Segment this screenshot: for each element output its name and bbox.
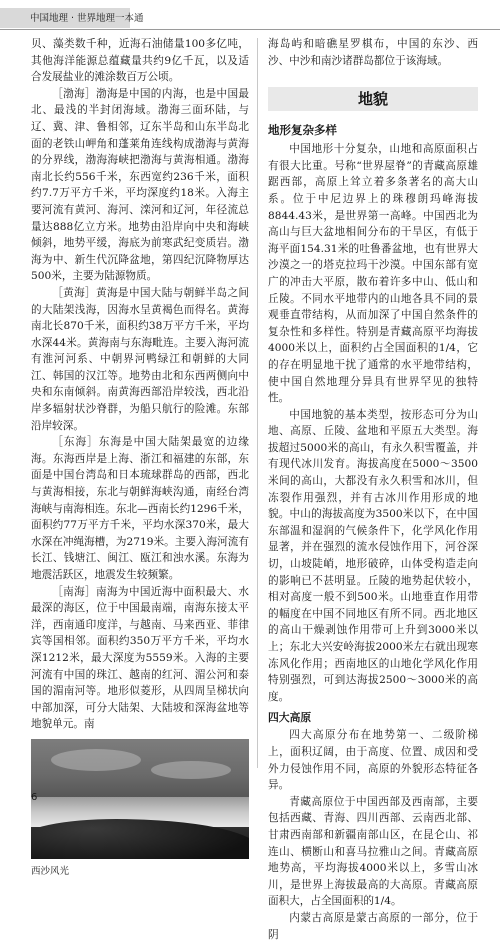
continuation-paragraph: 海岛屿和暗礁星罗棋布，中国的东沙、西沙、中沙和南沙诸群岛都位于该海域。 — [268, 38, 478, 67]
left-column — [31, 36, 249, 881]
column-divider — [257, 38, 258, 768]
subhead-terrain: 地形复杂多样 — [268, 123, 337, 138]
terrain-paragraph-1: 中国地形十分复杂，山地和高原面积占有很大比重。号称“世界屋脊”的青藏高原雄踞西部，高原上耸立着多条著名的高大山系。位于中尼边界上的珠穆朗玛峰海拔8844.43米，是世界第一高峰。中国西北为高山与巨大盆地相间分布的干旱区，有低于海平面154.31米的吐鲁番盆地，也有世界大沙漠之一的塔克拉玛干沙漠。中国东部有宽广的冲击大平原，散布着许多中山、低山和丘陵。不同水平地带内的山地各具不同的景观垂直带结构，从而加深了中国自然条件的复杂性和多样性。特别是青藏高原平均海拔4000米以上，面积约占全国面积的1/4，它的存在明显地干扰了通常的水平地带结构，使中国自然地理分异具有世界罕见的独特性。 — [268, 143, 478, 405]
huanghai-tag: ［黄海］ — [52, 286, 97, 299]
plateau-paragraph-2: 青藏高原位于中国西部及西南部，主要包括西藏、青海、四川西部、云南西北部、甘肃西南部和新疆南部山区，在昆仑山、祁连山、横断山和喜马拉雅山之间。青藏高原地势高，平均海拔4000米以上，多雪山冰川，是世界上海拔最高的大高原。青藏高原面积大，占全国面积的1/4。 — [268, 795, 478, 908]
bohai-tag: ［渤海］ — [52, 87, 97, 100]
running-header — [0, 0, 500, 30]
subhead-plateaus: 四大高原 — [268, 711, 312, 725]
huanghai-text: 黄海是中国大陆与朝鲜半岛之间的大陆架浅海，因海水呈黄褐色而得名。黄海南北长870千米，面积约38万平方千米，平均水深44米。黄海南与东海毗连。主要入海河流有淮河河系、中朝界河鸭绿江和朝鲜的大同江、韩国的汉江等。地势由北和东西两侧向中央和东南倾斜。南黄海西部沿岸较浅，西北沿岸多辐射状沙脊群，为船只航行的险滩。东部沿岸较深。 — [31, 286, 250, 432]
plateau-paragraph-1: 四大高原分布在地势第一、二级阶梯上，面积辽阔，由于高度、位置、成因和受外力侵蚀作用不同，高原的外貌形态特征各异。 — [268, 729, 478, 792]
photo-cloud — [51, 749, 141, 771]
running-title: 中国地理 · 世界地理一本通 — [30, 13, 144, 24]
nanhai-text: 南海为中国近海中面积最大、水最深的海区，位于中国最南端，南海东接太平洋，西南通印度洋，与越南、马来西亚、菲律宾等国相邻。面积约350万平方千米，平均水深1212米，最大深度为5559米。入海的主要河流有中国的珠江、越南的红河、湄公河和泰国的湄南河等。地形似菱形，从四周呈梯状向中部加深，可分大陆架、大陆坡和深海盆地等地貌单元。南 — [31, 585, 250, 731]
huanghai-paragraph — [31, 285, 249, 434]
page-number: 6 — [31, 792, 38, 803]
photo-caption: 西沙风光 — [31, 865, 70, 877]
right-column — [268, 36, 478, 943]
photo-cloud — [151, 761, 231, 779]
donghai-tag: ［东海］ — [52, 436, 99, 449]
xisha-photo — [31, 739, 249, 859]
terrain-paragraph-2: 中国地貌的基本类型，按形态可分为山地、高原、丘陵、盆地和平原五大类型。海拔超过5000米的高山，有永久积雪覆盖，并有现代冰川发育。海拔高度在5000～3500米间的高山，大都没有永久积雪和冰川，但冻裂作用强烈，并有古冰川作用形成的地貌。中山的海拔高度为3500米以下，在中国东部温和湿润的气候条件下，化学风化作用显著，并在强烈的流水侵蚀作用下，河谷深切，山坡陡峭，地形破碎，山体受构造走向的影响已不甚明显。丘陵的地势起伏较小，相对高度一般不到500米。山地垂直作用带的幅度在中国不同地区有所不同。西北地区的高山干燥剥蚀作用带可上升到3000米以上；东北大兴安岭海拔2000米左右就出现寒冻风化作用；西南地区的山地化学风化作用特别强烈，可到达海拔2500～3000米的高度。 — [268, 408, 478, 703]
nanhai-paragraph — [31, 584, 249, 733]
bohai-paragraph — [31, 86, 249, 285]
header-rule — [0, 29, 500, 30]
plateau-paragraph-3: 内蒙古高原是蒙古高原的一部分，位于阴 — [268, 911, 478, 941]
nanhai-tag: ［南海］ — [52, 585, 97, 598]
intro-paragraph: 贝、藻类数千种，近海石油储量100多亿吨，其他海洋能源总蕴藏量共约9亿千瓦，以及适合发展盐业的滩涂数百万公顷。 — [31, 38, 249, 84]
donghai-paragraph — [31, 434, 249, 583]
donghai-text: 东海是中国大陆架最宽的边缘海。东海西岸是上海、浙江和福建的东部，东面是中国台湾岛和日本琉球群岛的西部，西北与黄海相接，东北与朝鲜海峡沟通，南经台湾海峡与南海相连。东北—西南长约1296千米，面积约77万平方千米，平均水深370米，最大水深在冲绳海槽，为2719米。主要入海河流有长江、钱塘江、闽江、瓯江和浊水溪。东海为地震活跃区，地震发生较频繁。 — [31, 436, 250, 581]
bohai-text: 渤海是中国的内海，也是中国最北、最浅的半封闭海域。渤海三面环陆，与辽、冀、津、鲁相邻，辽东半岛和山东半岛北面的老铁山岬角和蓬莱角连线构成渤海与黄海的分界线，渤海海峡把渤海与黄海相通。渤海南北长约556千米，东西宽约236千米，面积约7.7万平方千米，平均深度约18米。入海主要河流有黄河、海河、滦河和辽河，年径流总量达888亿立方米。地势由沿岸向中央和海峡倾斜，地势平缓，海底为前寒武纪变质岩。渤海为中、新生代沉降盆地，第四纪沉降物厚达500米，主要为陆源物质。 — [31, 87, 250, 283]
section-title: 地貌 — [268, 87, 478, 111]
